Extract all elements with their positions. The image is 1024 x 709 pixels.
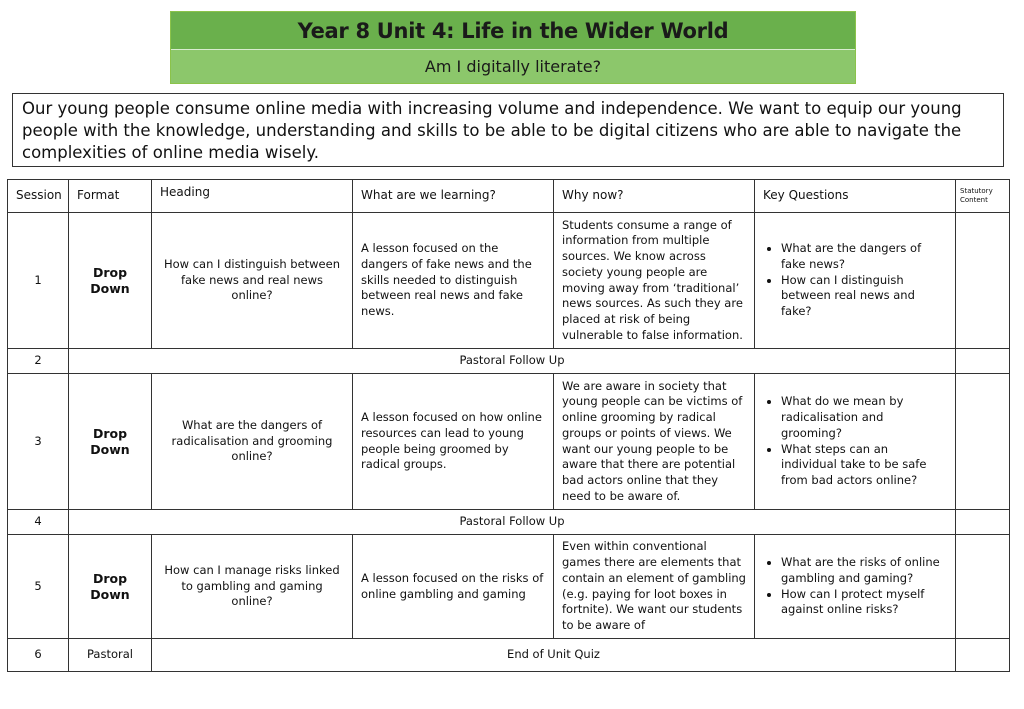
statutory-cell bbox=[956, 374, 1010, 510]
merged-cell: End of Unit Quiz bbox=[152, 639, 956, 672]
col-header-learning: What are we learning? bbox=[353, 180, 554, 213]
statutory-cell bbox=[956, 213, 1010, 349]
session-number: 5 bbox=[8, 535, 69, 639]
format-cell: Pastoral bbox=[69, 639, 152, 672]
list-item: • How can I protect myself against online risks? bbox=[781, 587, 947, 618]
heading-cell: What are the dangers of radicalisation and grooming online? bbox=[152, 374, 353, 510]
unit-intro-text: Our young people consume online media with increasing volume and independence. We want to equip our young people with the knowledge, understanding and skills to be able to be digital citizens who are able to navigate the complexities of online media wisely. bbox=[12, 93, 1004, 167]
table-header-row bbox=[8, 180, 1010, 213]
list-item: • What are the dangers of fake news? bbox=[781, 241, 947, 272]
statutory-cell bbox=[956, 349, 1010, 374]
key-questions-list bbox=[763, 394, 947, 488]
why-now-cell: We are aware in society that young people can be victims of online grooming by radical groups or points of views. We want our young people to be aware that there are potential bad actors online that they need to be aware of. bbox=[554, 374, 755, 510]
col-header-format: Format bbox=[69, 180, 152, 213]
table-row bbox=[8, 213, 1010, 349]
col-header-statutory: Statutory Content bbox=[956, 180, 1010, 213]
key-questions-list bbox=[763, 555, 947, 618]
unit-title: Year 8 Unit 4: Life in the Wider World bbox=[171, 12, 855, 50]
session-number: 6 bbox=[8, 639, 69, 672]
session-number: 2 bbox=[8, 349, 69, 374]
heading-cell: How can I manage risks linked to gambling and gaming online? bbox=[152, 535, 353, 639]
format-cell: Drop Down bbox=[69, 374, 152, 510]
col-header-session: Session bbox=[8, 180, 69, 213]
session-number: 1 bbox=[8, 213, 69, 349]
list-item: • What do we mean by radicalisation and grooming? bbox=[781, 394, 947, 441]
format-cell: Drop Down bbox=[69, 535, 152, 639]
list-item: • What are the risks of online gambling and gaming? bbox=[781, 555, 947, 586]
col-header-questions: Key Questions bbox=[755, 180, 956, 213]
table-row bbox=[8, 349, 1010, 374]
statutory-cell bbox=[956, 639, 1010, 672]
table-row bbox=[8, 374, 1010, 510]
statutory-cell bbox=[956, 510, 1010, 535]
statutory-cell bbox=[956, 535, 1010, 639]
col-header-heading: Heading bbox=[152, 180, 353, 213]
table-row bbox=[8, 639, 1010, 672]
table-row bbox=[8, 510, 1010, 535]
session-number: 3 bbox=[8, 374, 69, 510]
key-questions-cell bbox=[755, 213, 956, 349]
session-number: 4 bbox=[8, 510, 69, 535]
col-header-why: Why now? bbox=[554, 180, 755, 213]
learning-cell: A lesson focused on the dangers of fake news and the skills needed to distinguish between real news and fake news. bbox=[353, 213, 554, 349]
merged-cell: Pastoral Follow Up bbox=[69, 349, 956, 374]
why-now-cell: Students consume a range of information from multiple sources. We know across society young people are moving away from ‘traditional’ news sources. As such they are placed at risk of being vulnerable to false information. bbox=[554, 213, 755, 349]
lesson-plan-table bbox=[7, 179, 1010, 672]
merged-cell: Pastoral Follow Up bbox=[69, 510, 956, 535]
heading-cell: How can I distinguish between fake news and real news online? bbox=[152, 213, 353, 349]
unit-title-banner bbox=[170, 11, 856, 84]
list-item: • What steps can an individual take to be safe from bad actors online? bbox=[781, 442, 947, 489]
key-questions-list bbox=[763, 241, 947, 320]
key-questions-cell bbox=[755, 535, 956, 639]
list-item: • How can I distinguish between real news and fake? bbox=[781, 273, 947, 320]
learning-cell: A lesson focused on the risks of online gambling and gaming bbox=[353, 535, 554, 639]
why-now-cell: Even within conventional games there are elements that contain an element of gambling (e.g. paying for loot boxes in fortnite). We want our students to be aware of bbox=[554, 535, 755, 639]
learning-cell: A lesson focused on how online resources can lead to young people being groomed by radical groups. bbox=[353, 374, 554, 510]
unit-subtitle: Am I digitally literate? bbox=[171, 50, 855, 83]
key-questions-cell bbox=[755, 374, 956, 510]
table-row bbox=[8, 535, 1010, 639]
format-cell: Drop Down bbox=[69, 213, 152, 349]
